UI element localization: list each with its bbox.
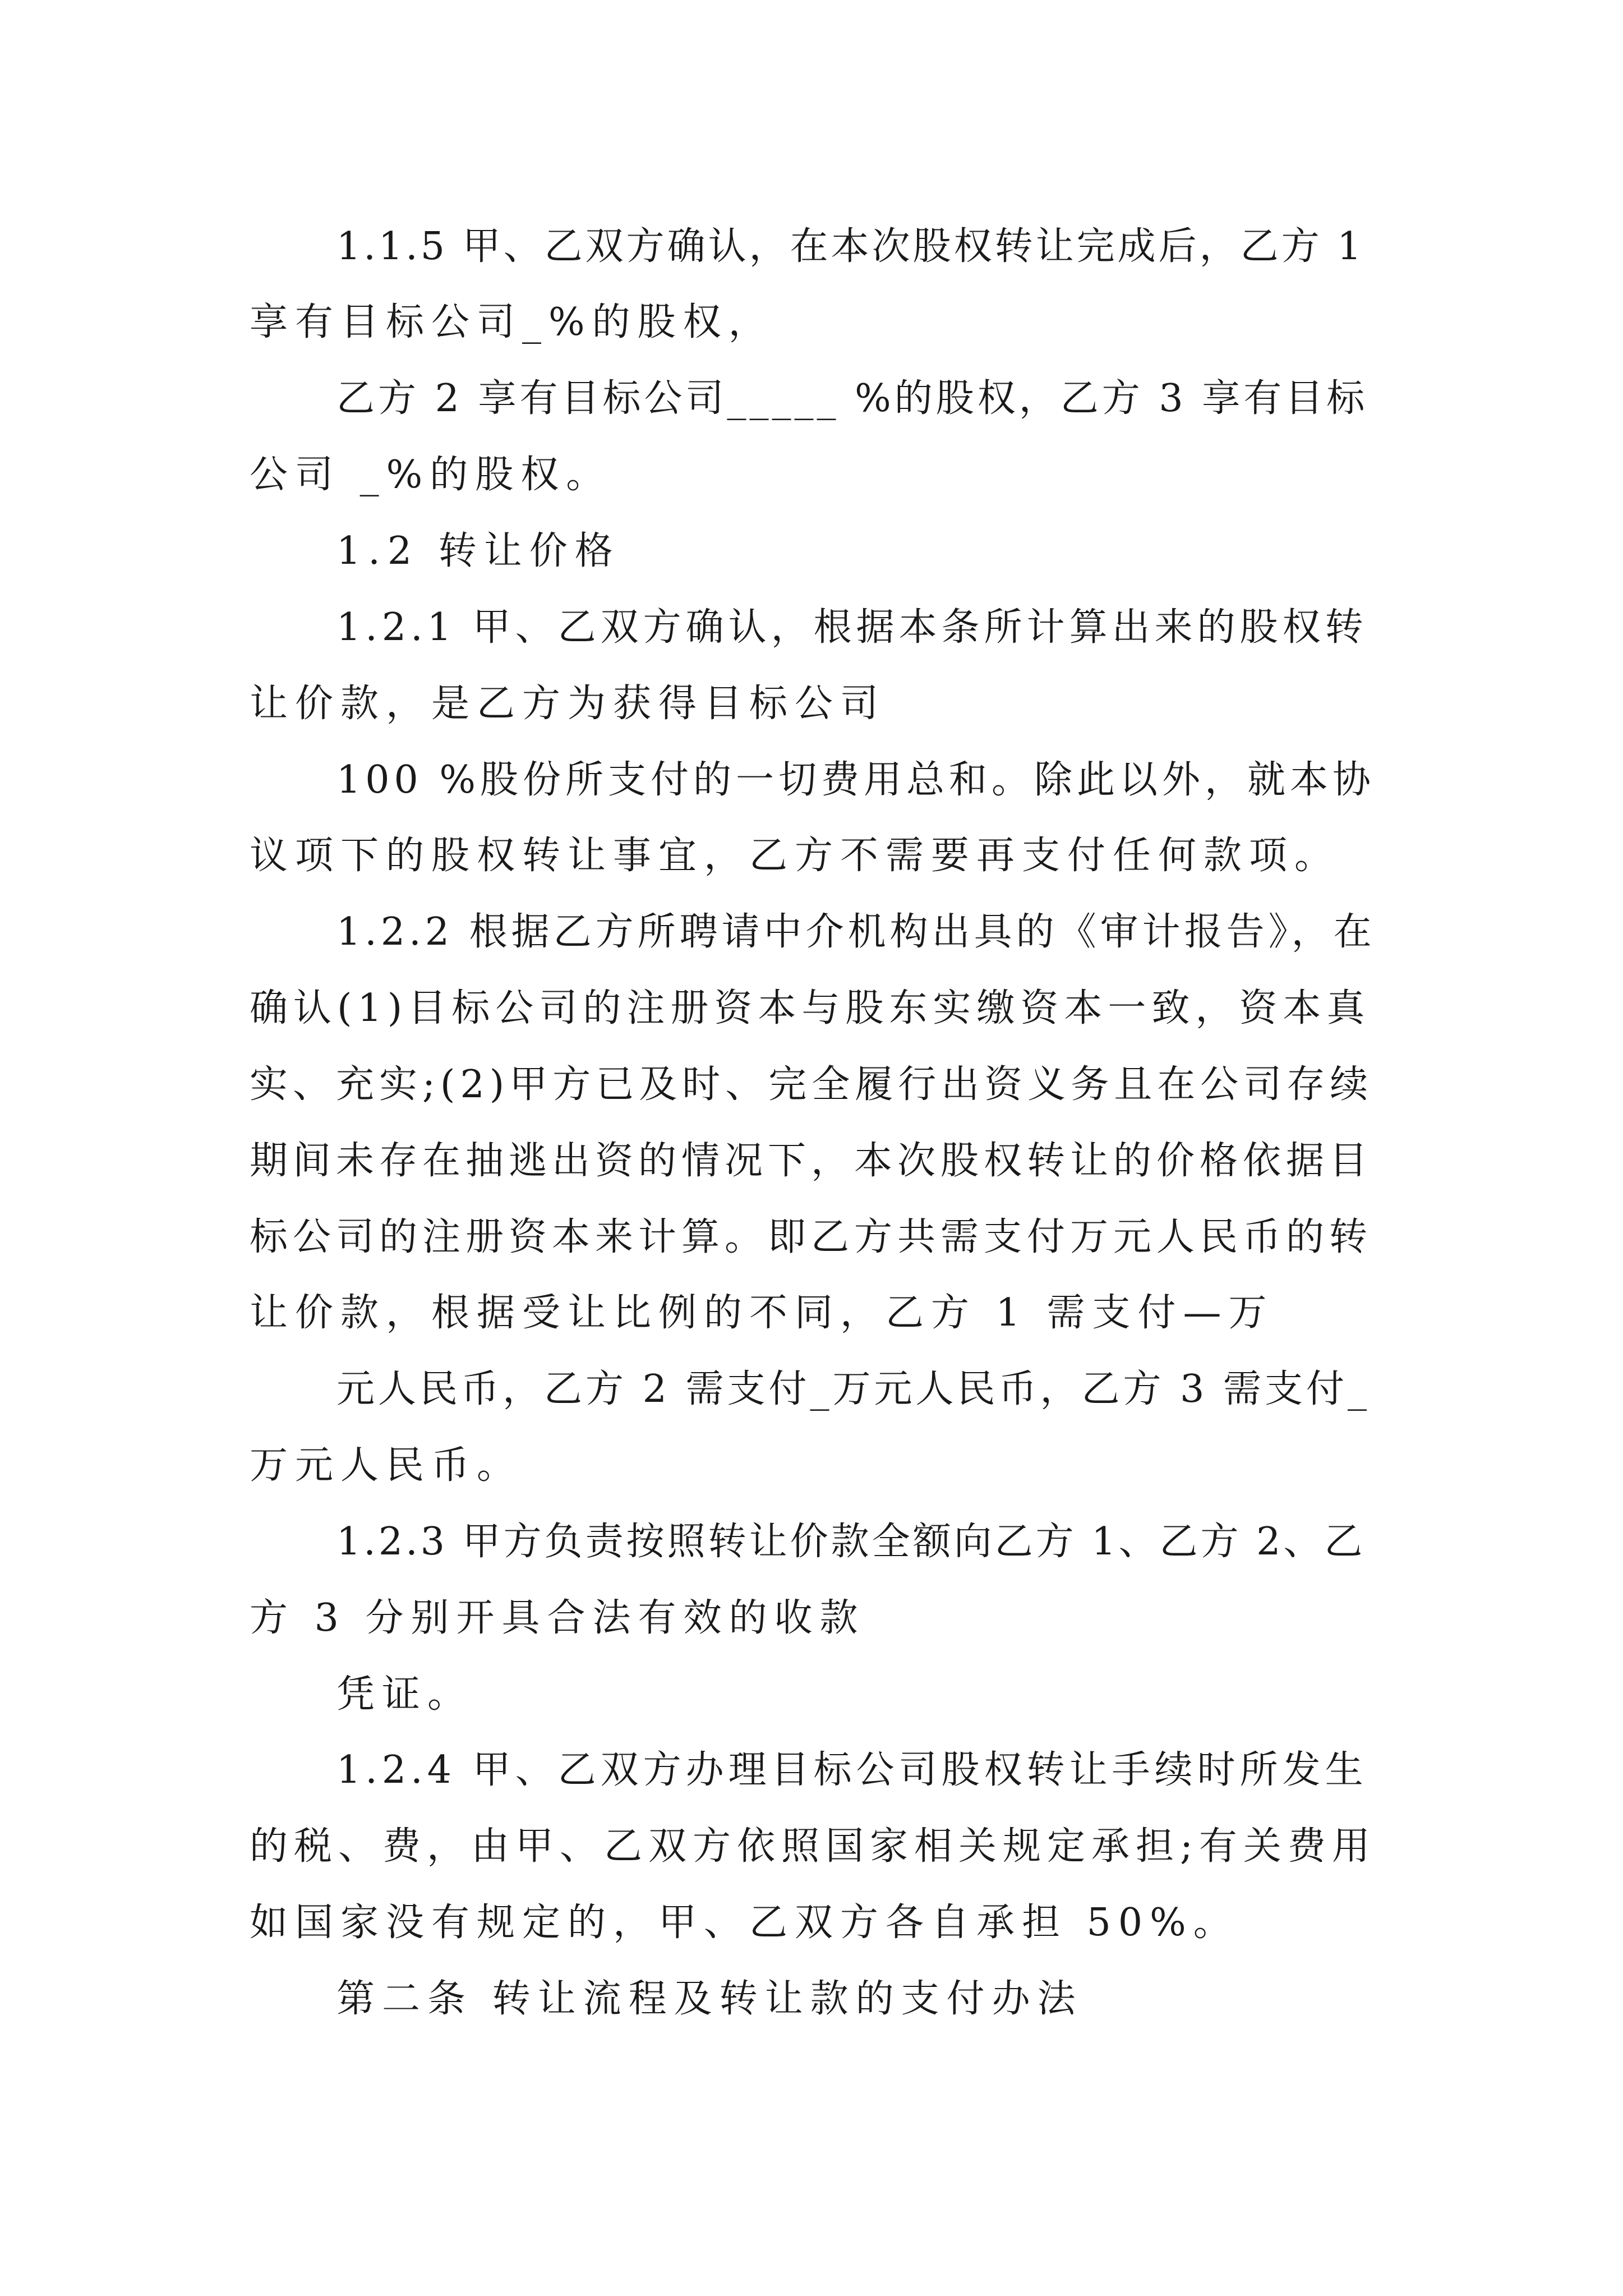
text-line: 让价款，根据受让比例的不同，乙方 1 需支付—万 [250,1291,1274,1335]
text-line: 议项下的股权转让事宜，乙方不需要再支付任何款项。 [250,834,1340,878]
text-line: 1.2.2 根据乙方所聘请中介机构出具的《审计报告》，在 [336,910,1376,954]
text-line: 让价款，是乙方为获得目标公司 [250,682,886,726]
text-line: 如国家没有规定的，甲、乙双方各自承担 50%。 [250,1901,1239,1945]
text-line: 实、充实;(2)甲方已及时、完全履行出资义务且在公司存续 [250,1062,1373,1107]
text-line: 确认(1)目标公司的注册资本与股东实缴资本一致，资本真 [250,986,1371,1030]
text-line: 公司 _%的股权。 [250,453,612,497]
text-line: 的税、费，由甲、乙双方依照国家相关规定承担;有关费用 [250,1824,1376,1869]
text-line: 1.2.1 甲、乙双方确认，根据本条所计算出来的股权转 [336,605,1368,650]
text-line: 1.2.3 甲方负责按照转让价款全额向乙方 1、乙方 2、乙 [336,1520,1366,1564]
text-line: 方 3 分别开具合法有效的收款 [250,1596,865,1640]
section-heading: 1.2 转让价格 [336,529,620,573]
text-line: 凭证。 [336,1672,473,1717]
text-line: 1.1.5 甲、乙双方确认，在本次股权转让完成后，乙方 1 [336,224,1364,269]
text-line: 乙方 2 享有目标公司_____ %的股权，乙方 3 享有目标 [336,376,1368,421]
text-line: 万元人民币。 [250,1443,523,1488]
text-line: 1.2.4 甲、乙双方办理目标公司股权转让手续时所发生 [336,1748,1368,1792]
text-line: 标公司的注册资本来计算。即乙方共需支付万元人民币的转 [250,1215,1373,1259]
text-line: 100 %股份所支付的一切费用总和。除此以外，就本协 [336,758,1376,802]
text-line: 享有目标公司_%的股权， [250,300,774,344]
text-line: 期间未存在抽逃出资的情况下，本次股权转让的价格依据目 [250,1139,1373,1183]
section-heading: 第二条 转让流程及转让款的支付办法 [336,1977,1083,2021]
text-line: 元人民币，乙方 2 需支付_万元人民币，乙方 3 需支付_ [336,1367,1370,1411]
